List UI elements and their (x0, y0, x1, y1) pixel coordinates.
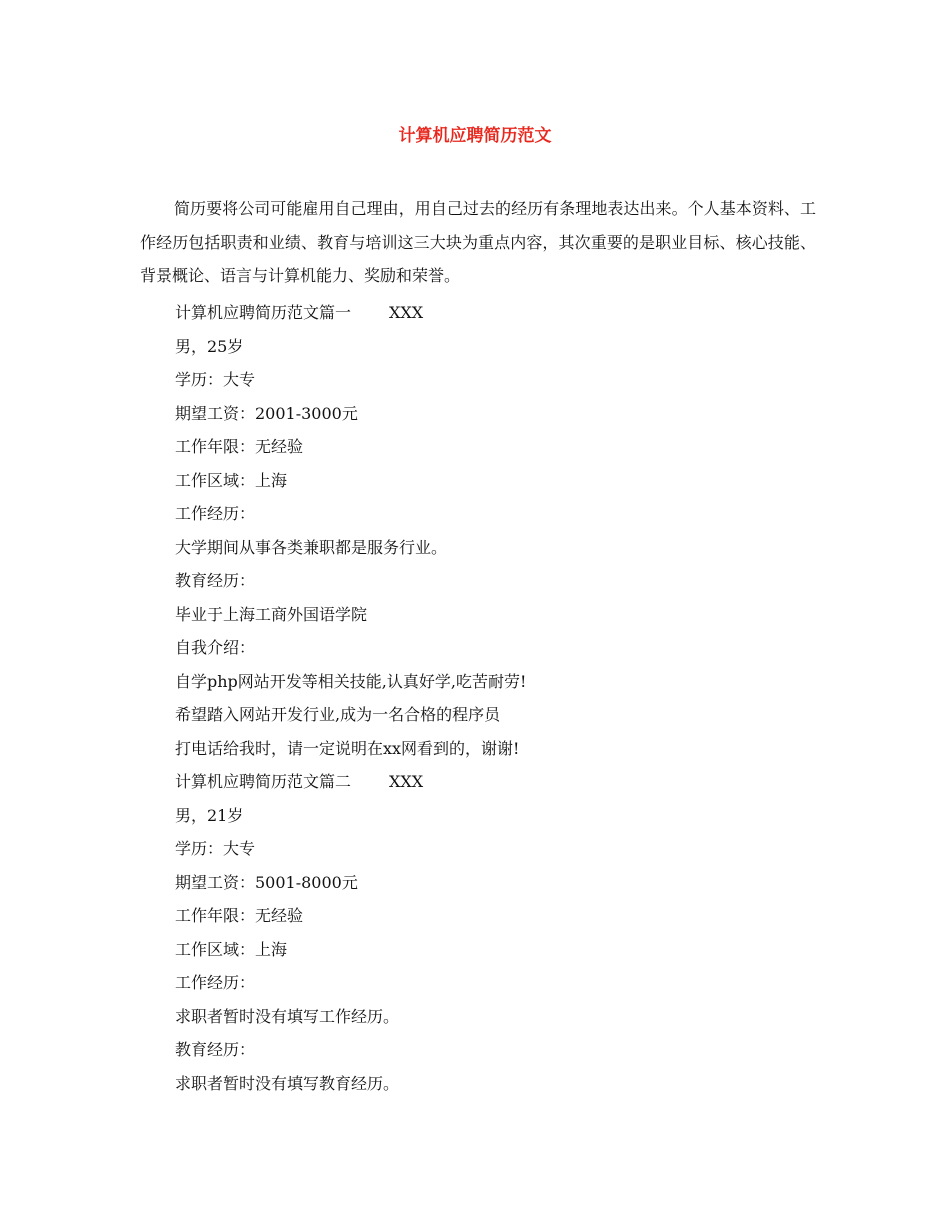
resume-one-self-intro-2: 希望踏入网站开发行业,成为一名合格的程序员 (175, 705, 501, 724)
resume-one-heading-line (175, 296, 815, 330)
resume-two-education: 学历：大专 (175, 839, 256, 858)
resume-one-education: 学历：大专 (175, 370, 256, 389)
resume-one-education-history: 毕业于上海工商外国语学院 (175, 604, 368, 624)
resume-two-name: XXX (389, 772, 424, 791)
resume-two-experience-years: 工作年限：无经验 (175, 906, 304, 925)
resume-one-gender-age: 男，25岁 (175, 336, 244, 356)
resume-two-education-history-label: 教育经历： (175, 1040, 256, 1059)
resume-one-experience-years: 工作年限：无经验 (175, 437, 304, 456)
resume-one-salary: 期望工资：2001-3000元 (175, 403, 358, 423)
resume-two-work-history-label: 工作经历： (175, 973, 256, 992)
resume-one-name: XXX (389, 303, 424, 322)
resume-one-work-area: 工作区域：上海 (175, 470, 288, 490)
resume-one-work-history-label: 工作经历： (175, 504, 256, 523)
resume-two-gender-age: 男，21岁 (175, 805, 244, 825)
resume-one-self-intro-1: 自学php网站开发等相关技能,认真好学,吃苦耐劳! (175, 671, 527, 691)
resume-two-heading: 计算机应聘简历范文篇二 (175, 772, 352, 791)
resume-one-education-history-label: 教育经历： (175, 571, 256, 590)
resume-one-heading: 计算机应聘简历范文篇一 (175, 303, 352, 322)
resume-one-work-history: 大学期间从事各类兼职都是服务行业。 (175, 537, 448, 557)
resume-one-contact-note: 打电话给我时，请一定说明在xx网看到的，谢谢! (175, 738, 520, 758)
resume-one-self-intro-label: 自我介绍： (175, 638, 256, 657)
document-title: 计算机应聘简历范文 (398, 126, 552, 146)
resume-two-work-area: 工作区域：上海 (175, 939, 288, 959)
intro-paragraph: 简历要将公司可能雇用自己理由，用自己过去的经历有条理地表达出来。个人基本资料、工作经历包括职责和业绩、教育与培训这三大块为重点内容，其次重要的是职业目标、核心技能、背景概论、语言与计算机能力、奖励和荣誉。 (140, 199, 816, 285)
resume-two-work-history: 求职者暂时没有填写工作经历。 (175, 1006, 400, 1026)
resume-two-heading-line (175, 765, 815, 799)
resume-lines (175, 296, 815, 1100)
resume-two-education-history: 求职者暂时没有填写教育经历。 (175, 1073, 400, 1093)
resume-two-salary: 期望工资：5001-8000元 (175, 872, 358, 892)
